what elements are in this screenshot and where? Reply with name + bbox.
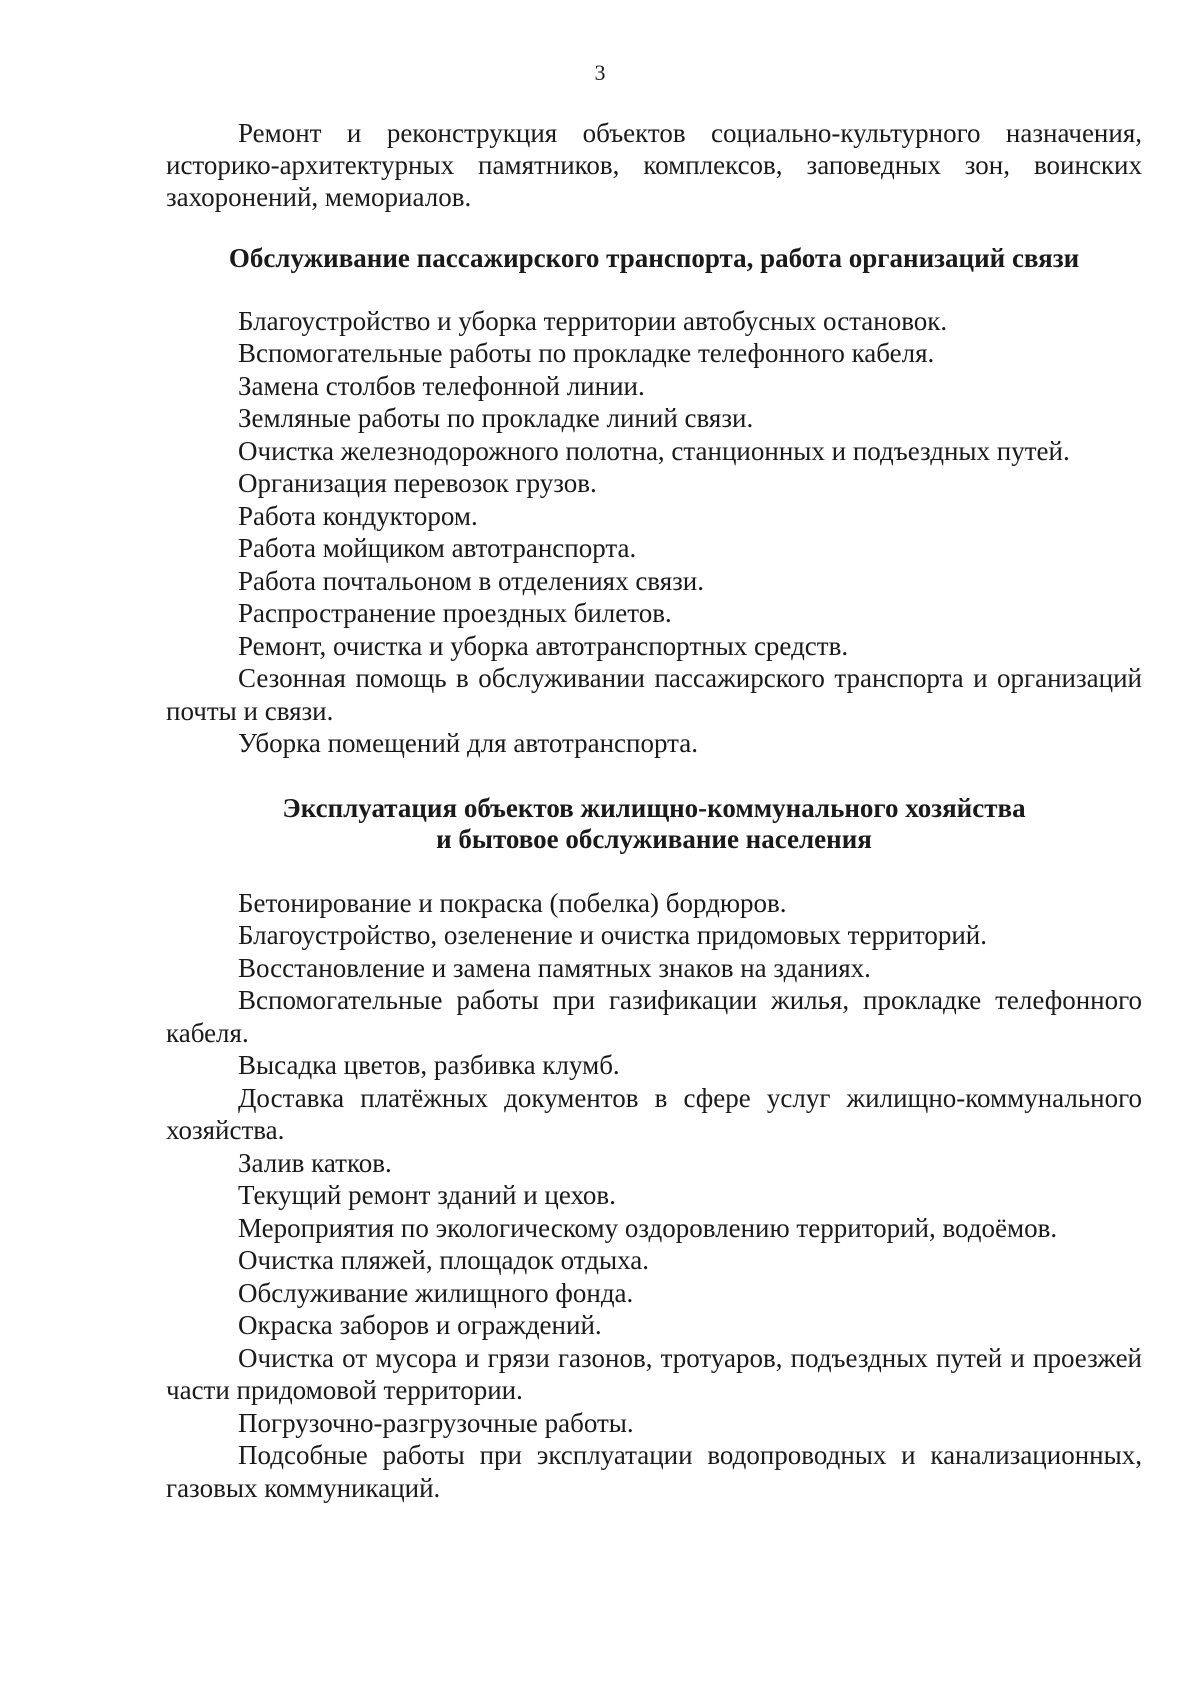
list-item: Благоустройство, озеленение и очистка придомовых территорий. (238, 920, 987, 950)
list-item: Обслуживание жилищного фонда. (238, 1277, 634, 1308)
section-heading-line: и бытовое обслуживание населения (436, 823, 872, 854)
list-item: Текущий ремонт зданий и цехов. (238, 1180, 616, 1210)
list-item: Вспомогательные работы по прокладке телефонного кабеля. (238, 338, 935, 368)
page-body (166, 117, 1142, 1504)
page-number: 3 (594, 60, 606, 85)
section-list-housing (166, 887, 1142, 1505)
list-item: Высадка цветов, разбивка клумб. (238, 1050, 620, 1080)
list-item: Подсобные работы при эксплуатации водопроводных и канализационных, газовых коммуникаций. (166, 1440, 1142, 1503)
list-item: Работа кондуктором. (238, 500, 478, 531)
list-item: Бетонирование и покраска (побелка) бордюров. (238, 887, 787, 918)
list-item: Замена столбов телефонной линии. (238, 370, 645, 401)
list-item: Распространение проездных билетов. (238, 598, 672, 628)
list-item: Очистка от мусора и грязи газонов, тротуаров, подъездных путей и проезжей части придомовой территории. (166, 1342, 1142, 1405)
list-item: Вспомогательные работы при газификации жилья, прокладке телефонного кабеля. (166, 985, 1142, 1048)
list-item: Очистка пляжей, площадок отдыха. (238, 1245, 649, 1275)
list-item: Окраска заборов и ограждений. (238, 1310, 602, 1340)
list-item: Ремонт, очистка и уборка автотранспортных средств. (238, 630, 849, 661)
list-item: Мероприятия по экологическому оздоровлению территорий, водоёмов. (238, 1212, 1058, 1243)
list-item: Очистка железнодорожного полотна, станционных и подъездных путей. (238, 435, 1070, 466)
section-list-transport (166, 305, 1142, 760)
section-heading-transport: Обслуживание пассажирского транспорта, работа организаций связи (228, 243, 1080, 273)
list-item: Организация перевозок грузов. (238, 468, 597, 498)
list-item: Погрузочно-разгрузочные работы. (238, 1407, 634, 1438)
list-item: Земляные работы по прокладке линий связи. (238, 403, 754, 433)
list-item: Залив катков. (238, 1147, 392, 1178)
list-item: Благоустройство и уборка территории автобусных остановок. (238, 305, 948, 336)
list-item: Уборка помещений для автотранспорта. (238, 728, 699, 758)
section-heading-housing (166, 793, 1142, 855)
intro-paragraph: Ремонт и реконструкция объектов социально-культурного назначения, историко-архитектурных памятников, комплексов, заповедных зон, воинских захоронений, мемориалов. (166, 118, 1142, 212)
list-item: Восстановление и замена памятных знаков на зданиях. (238, 952, 871, 983)
list-item: Доставка платёжных документов в сфере услуг жилищно-коммунального хозяйства. (166, 1082, 1142, 1145)
list-item: Сезонная помощь в обслуживании пассажирского транспорта и организаций почты и связи. (166, 663, 1142, 726)
list-item: Работа почтальоном в отделениях связи. (238, 565, 704, 596)
section-heading-line: Эксплуатация объектов жилищно-коммунального хозяйства (282, 792, 1026, 823)
list-item: Работа мойщиком автотранспорта. (238, 533, 637, 563)
